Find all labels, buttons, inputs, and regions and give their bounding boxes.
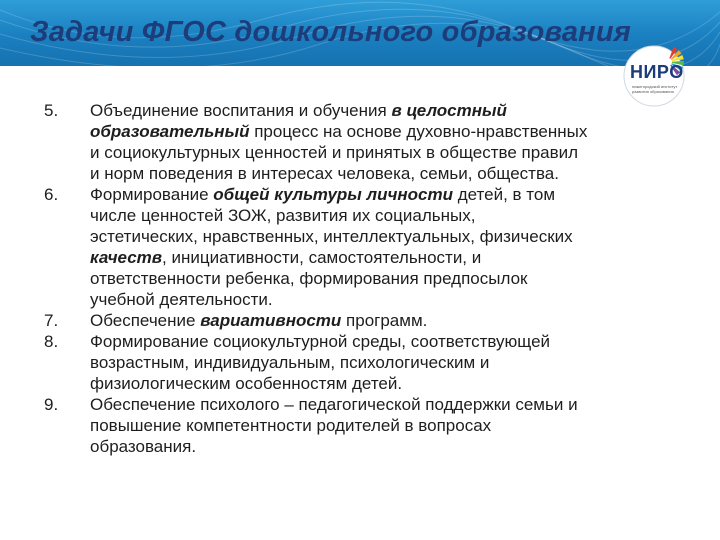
list-item-line: [90, 247, 696, 268]
text-run: и социокультурных ценностей и принятых в обществе правил: [90, 143, 579, 162]
text-run: детей, в том: [453, 185, 556, 204]
list-item-line: [90, 373, 696, 394]
emphasized-text: общей культуры личности: [213, 185, 454, 204]
text-run: числе ценностей ЗОЖ, развития их социальных,: [90, 206, 476, 225]
text-run: Объединение воспитания и обучения: [90, 101, 392, 120]
list-item-number: 7.: [44, 311, 59, 330]
list-item: [0, 184, 720, 310]
emphasized-text: образовательный: [90, 122, 250, 141]
list-item-line: [90, 100, 696, 121]
emphasized-text: вариативности: [200, 311, 342, 330]
list-item: [0, 100, 720, 184]
list-item-line: [90, 310, 696, 331]
list-item-line: [90, 352, 696, 373]
task-list: [0, 100, 720, 457]
list-item-number: 9.: [44, 395, 59, 414]
list-item-number: 5.: [44, 101, 59, 120]
list-item-line: [90, 394, 696, 415]
list-item-line: [90, 184, 696, 205]
list-item-number: 6.: [44, 185, 59, 204]
text-run: ответственности ребенка, формирования предпосылок: [90, 269, 528, 288]
list-item: [0, 331, 720, 394]
text-run: Формирование социокультурной среды, соответствующей: [90, 332, 551, 351]
text-run: физиологическим особенностям детей.: [90, 374, 403, 393]
text-run: и норм поведения в интересах человека, семьи, общества.: [90, 164, 559, 183]
text-run: Формирование: [90, 185, 214, 204]
list-item-line: [90, 142, 696, 163]
text-run: процесс на основе духовно-нравственных: [249, 122, 588, 141]
list-item-line: [90, 289, 696, 310]
text-run: , инициативности, самостоятельности, и: [162, 248, 482, 267]
list-item-line: [90, 163, 696, 184]
list-item-line: [90, 415, 696, 436]
list-item-line: [90, 436, 696, 457]
text-run: эстетических, нравственных, интеллектуальных, физических: [90, 227, 573, 246]
logo-subtitle: нижегородский институт развития образования: [632, 84, 678, 94]
text-run: повышение компетентности родителей в вопросах: [90, 416, 492, 435]
list-item-line: [90, 205, 696, 226]
list-item-number: 8.: [44, 332, 59, 351]
list-item-line: [90, 268, 696, 289]
text-run: Обеспечение: [90, 311, 201, 330]
page-title: Задачи ФГОС дошкольного образования: [30, 16, 632, 48]
emphasized-text: качеств: [90, 248, 163, 267]
list-item: [0, 310, 720, 331]
list-item-line: [90, 121, 696, 142]
list-item: [0, 394, 720, 457]
text-run: учебной деятельности.: [90, 290, 273, 309]
text-run: Обеспечение психолого – педагогической поддержки семьи и: [90, 395, 578, 414]
list-item-line: [90, 331, 696, 352]
text-run: возрастным, индивидуальным, психологическим и: [90, 353, 490, 372]
emphasized-text: в целостный: [391, 101, 507, 120]
text-run: программ.: [341, 311, 428, 330]
logo-name: НИРО: [630, 62, 684, 82]
list-item-line: [90, 226, 696, 247]
text-run: образования.: [90, 437, 197, 456]
